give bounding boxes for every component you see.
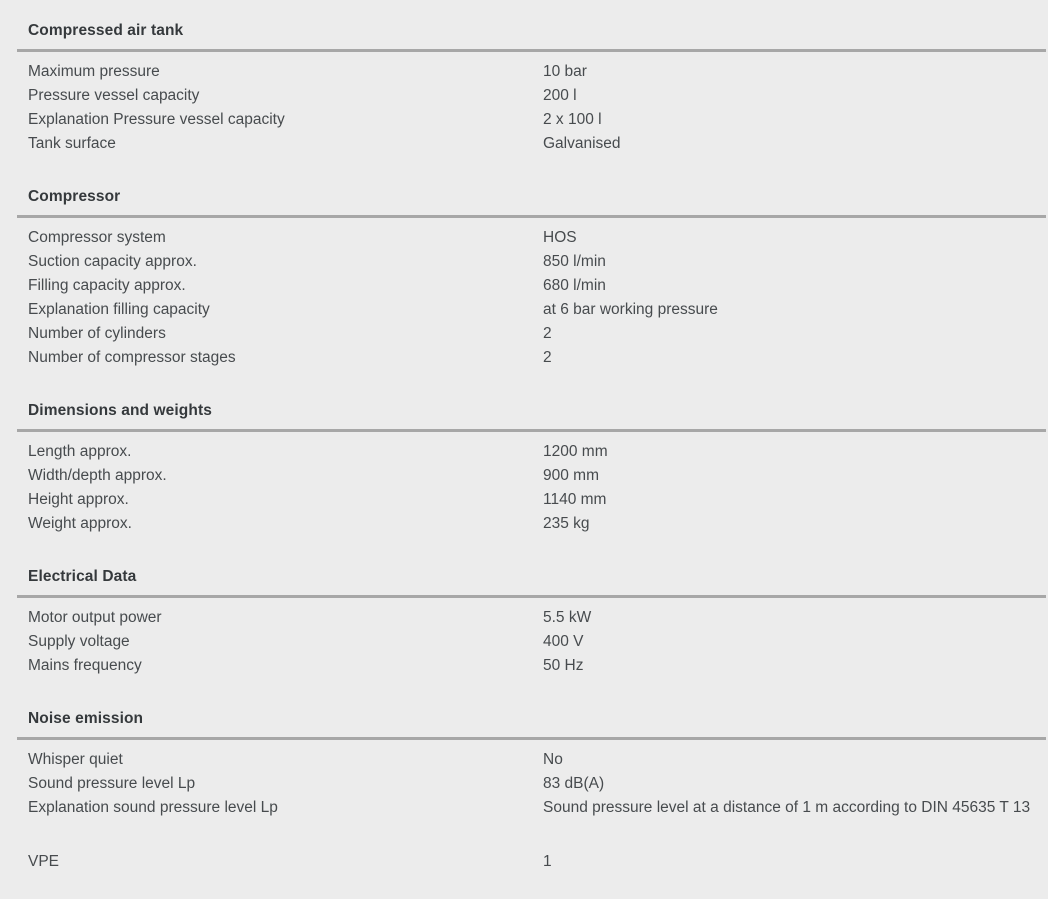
- spec-row: [28, 322, 1046, 346]
- section-header: [17, 708, 1046, 740]
- spec-label: Supply voltage: [28, 633, 130, 650]
- spec-section: [17, 186, 1046, 370]
- spec-label: Length approx.: [28, 443, 132, 460]
- spec-section: [17, 20, 1046, 156]
- spec-row: [28, 850, 1046, 874]
- spec-section: [17, 842, 1046, 874]
- spec-row: [28, 772, 1046, 796]
- section-rows: [17, 740, 1046, 820]
- spec-row: [28, 60, 1046, 84]
- spec-value: Galvanised: [543, 135, 621, 152]
- spec-label: Height approx.: [28, 491, 129, 508]
- spec-value: 1: [543, 853, 552, 870]
- spec-row: [28, 488, 1046, 512]
- spec-value: 83 dB(A): [543, 775, 605, 792]
- spec-row: [28, 132, 1046, 156]
- spec-label: Explanation Pressure vessel capacity: [28, 111, 285, 128]
- spec-label: Weight approx.: [28, 515, 132, 532]
- section-header: [17, 566, 1046, 598]
- spec-value: 235 kg: [543, 515, 590, 532]
- spec-value: 5.5 kW: [543, 609, 592, 626]
- spec-row: [28, 630, 1046, 654]
- spec-section: [17, 566, 1046, 678]
- spec-row: [28, 606, 1046, 630]
- spec-section: [17, 708, 1046, 820]
- spec-label: Number of compressor stages: [28, 349, 236, 366]
- section-title: Compressor: [28, 188, 121, 205]
- spec-row: [28, 796, 1046, 820]
- spec-label: Whisper quiet: [28, 751, 123, 768]
- spec-row: [28, 226, 1046, 250]
- spec-label: Motor output power: [28, 609, 162, 626]
- spec-row: [28, 298, 1046, 322]
- spec-row: [28, 440, 1046, 464]
- section-header: [17, 400, 1046, 432]
- spec-label: Compressor system: [28, 229, 166, 246]
- section-rows: [17, 432, 1046, 536]
- section-rows: [17, 842, 1046, 874]
- spec-value: HOS: [543, 229, 577, 246]
- spec-row: [28, 274, 1046, 298]
- spec-value: 900 mm: [543, 467, 599, 484]
- spec-row: [28, 250, 1046, 274]
- section-header: [17, 20, 1046, 52]
- section-title: Electrical Data: [28, 568, 137, 585]
- spec-value: 2: [543, 325, 552, 342]
- spec-row: [28, 346, 1046, 370]
- spec-value: 50 Hz: [543, 657, 584, 674]
- spec-value: 200 l: [543, 87, 577, 104]
- section-title: Noise emission: [28, 710, 144, 727]
- section-title: Compressed air tank: [28, 22, 184, 39]
- spec-label: Sound pressure level Lp: [28, 775, 196, 792]
- spec-label: Number of cylinders: [28, 325, 166, 342]
- spec-label: Mains frequency: [28, 657, 142, 674]
- spec-value: 850 l/min: [543, 253, 606, 270]
- spec-label: Explanation filling capacity: [28, 301, 210, 318]
- section-rows: [17, 598, 1046, 678]
- spec-label: Maximum pressure: [28, 63, 160, 80]
- spec-row: [28, 464, 1046, 488]
- spec-value: Sound pressure level at a distance of 1 m according to DIN 45635 T 13: [543, 799, 1031, 816]
- spec-row: [28, 108, 1046, 132]
- section-title: Dimensions and weights: [28, 402, 212, 419]
- spec-value: No: [543, 751, 563, 768]
- spec-value: at 6 bar working pressure: [543, 301, 718, 318]
- spec-label: Filling capacity approx.: [28, 277, 186, 294]
- spec-value: 2: [543, 349, 552, 366]
- section-header: [17, 186, 1046, 218]
- section-rows: [17, 52, 1046, 156]
- spec-row: [28, 512, 1046, 536]
- spec-value: 1200 mm: [543, 443, 608, 460]
- spec-label: Width/depth approx.: [28, 467, 167, 484]
- spec-value: 680 l/min: [543, 277, 606, 294]
- spec-label: Explanation sound pressure level Lp: [28, 799, 278, 816]
- spec-value: 400 V: [543, 633, 584, 650]
- spec-label: Pressure vessel capacity: [28, 87, 200, 104]
- spec-label: Tank surface: [28, 135, 116, 152]
- spec-value: 2 x 100 l: [543, 111, 602, 128]
- spec-value: 10 bar: [543, 63, 587, 80]
- spec-label: Suction capacity approx.: [28, 253, 197, 270]
- spec-label: VPE: [28, 853, 60, 870]
- spec-row: [28, 748, 1046, 772]
- spec-section: [17, 400, 1046, 536]
- spec-row: [28, 84, 1046, 108]
- section-rows: [17, 218, 1046, 370]
- spec-value: 1140 mm: [543, 491, 607, 508]
- spec-row: [28, 654, 1046, 678]
